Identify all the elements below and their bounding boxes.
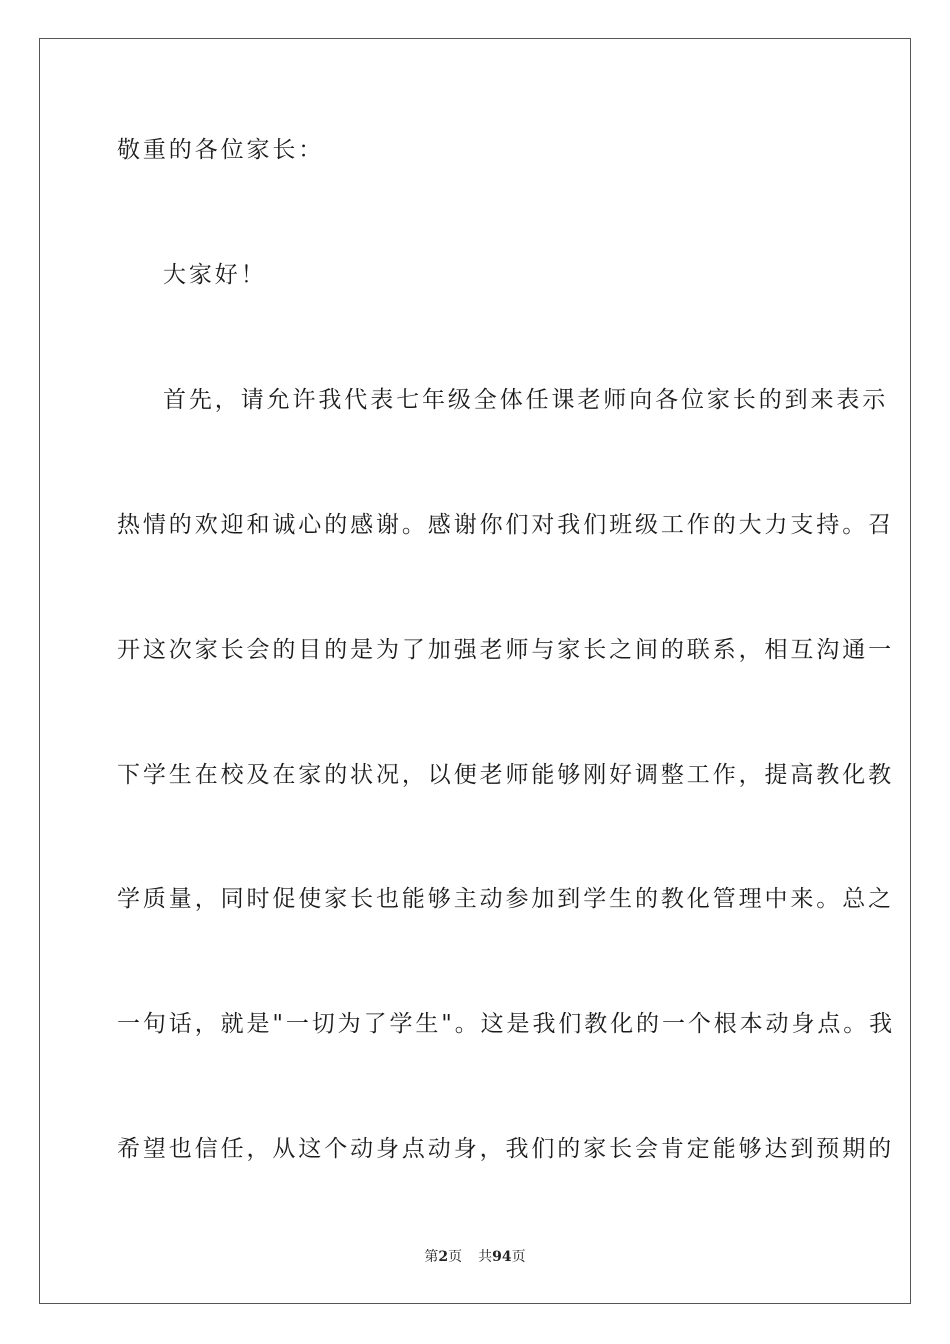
salutation: 敬重的各位家长： bbox=[117, 137, 325, 163]
body-line: 一句话，就是"一切为了学生"。这是我们教化的一个根本动身点。我 bbox=[117, 1011, 896, 1037]
body-line: 开这次家长会的目的是为了加强老师与家长之间的联系，相互沟通一 bbox=[117, 637, 894, 663]
page-prefix: 第 bbox=[424, 1249, 439, 1265]
body-line: 首先，请允许我代表七年级全体任课老师向各位家长的到来表示 bbox=[163, 387, 889, 413]
greeting: 大家好！ bbox=[163, 262, 267, 288]
page-footer bbox=[0, 1248, 950, 1266]
body-line: 热情的欢迎和诚心的感谢。感谢你们对我们班级工作的大力支持。召 bbox=[117, 512, 894, 538]
total-pages: 94 bbox=[492, 1249, 512, 1265]
total-prefix: 共 bbox=[478, 1249, 493, 1265]
page-number: 2 bbox=[438, 1249, 449, 1265]
body-line: 学质量，同时促使家长也能够主动参加到学生的教化管理中来。总之 bbox=[117, 886, 894, 912]
page-frame bbox=[39, 38, 911, 1304]
page-suffix: 页 bbox=[448, 1249, 463, 1265]
total-suffix: 页 bbox=[511, 1249, 526, 1265]
body-line: 下学生在校及在家的状况，以便老师能够刚好调整工作，提高教化教 bbox=[117, 762, 894, 788]
body-line: 希望也信任，从这个动身点动身，我们的家长会肯定能够达到预期的 bbox=[117, 1136, 894, 1162]
